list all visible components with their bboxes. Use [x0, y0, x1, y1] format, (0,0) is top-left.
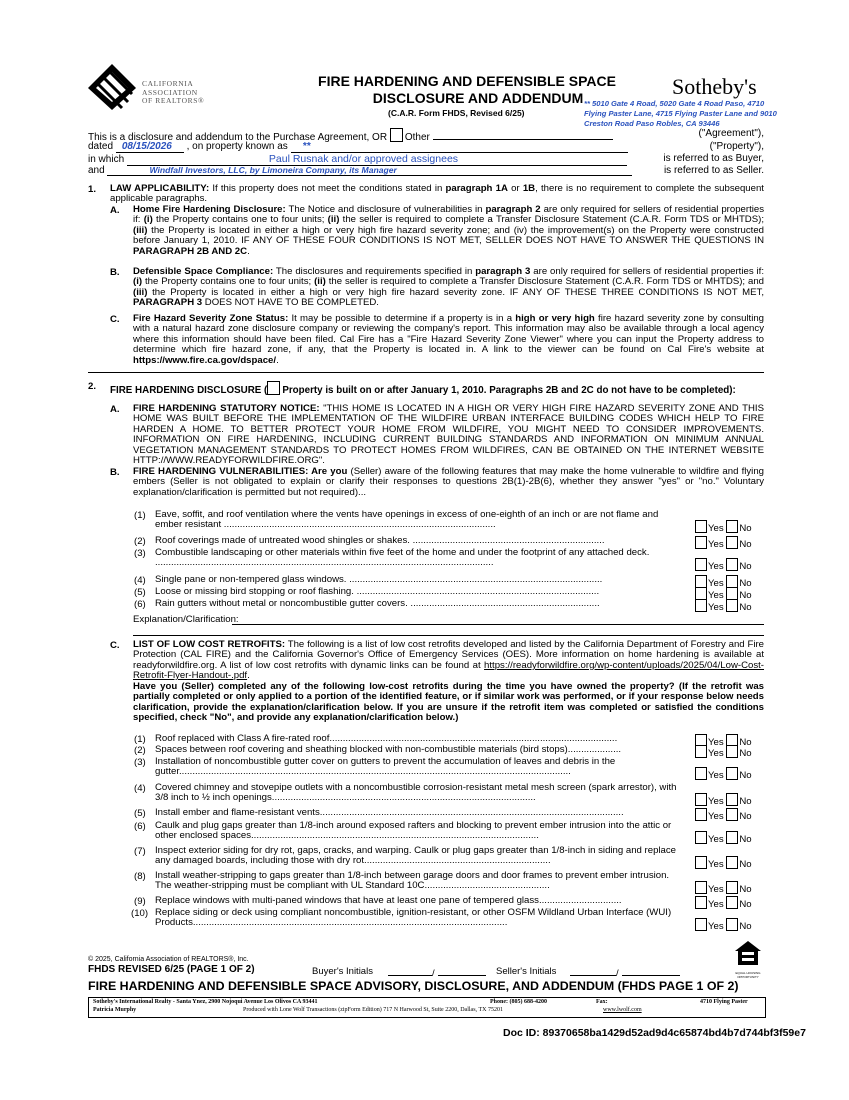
revised-label: FHDS REVISED 6/25 (PAGE 1 OF 2) [88, 964, 255, 975]
section-1-law-applicability: LAW APPLICABILITY: If this property does not meet the conditions stated in paragraph 1A or 1B, there is no requirement to complete the subsequent applicable paragraphs. [110, 183, 764, 205]
yes-label: Yes [708, 859, 724, 870]
property-address-fill: ** 5010 Gate 4 Road, 5020 Gate 4 Road Paso, 4710 Flying Paster Lane, 4715 Flying Paster Lane and 9010 Creston Road Paso Robles, CA 93446 [584, 99, 777, 128]
buyer-initials-label: Buyer's Initials [312, 966, 373, 977]
yes-checkbox[interactable] [695, 856, 707, 869]
explanation-field-2[interactable] [133, 627, 764, 636]
section-1-number: 1. [88, 184, 97, 195]
yes-checkbox[interactable] [695, 831, 707, 844]
item-number: (3) [134, 757, 146, 768]
equal-housing-icon [733, 940, 763, 978]
form-id: (C.A.R. Form FHDS, Revised 6/25) [388, 108, 525, 118]
broker-box [88, 997, 766, 1018]
no-checkbox[interactable] [726, 558, 738, 571]
broker-line: Sotheby's International Realty - Santa Ynez, 2900 Nojoqui Avenue Los Olivos CA 93441 [93, 999, 318, 1005]
buyer-end-label: is referred to as Buyer, [663, 153, 764, 164]
yes-label: Yes [708, 602, 724, 613]
item-number: (2) [134, 745, 146, 756]
seller-end-label: is referred to as Seller. [663, 165, 764, 176]
item-number: (3) [134, 548, 146, 559]
initials-slash: / [616, 968, 619, 979]
yes-no-group [695, 918, 752, 932]
other-label: Other [404, 132, 430, 143]
initials-slash: / [432, 968, 435, 979]
yes-no-group [695, 896, 752, 910]
yes-checkbox[interactable] [695, 808, 707, 821]
other-field[interactable] [433, 130, 613, 140]
no-checkbox[interactable] [726, 831, 738, 844]
broker-phone: Phone: (805) 688-4200 [490, 999, 547, 1005]
dated-field[interactable]: 08/15/2026 [116, 141, 184, 153]
yes-label: Yes [708, 884, 724, 895]
no-checkbox[interactable] [726, 599, 738, 612]
section-2-heading [110, 381, 764, 397]
car-logo-line: CALIFORNIA [142, 79, 194, 88]
section-1b-label: B. [110, 267, 120, 278]
car-logo [86, 62, 138, 112]
yes-no-group [695, 881, 752, 895]
yes-checkbox[interactable] [695, 918, 707, 931]
copyright: © 2025, California Association of REALTORS®, Inc. [88, 956, 249, 963]
buyer-initials-field[interactable] [388, 966, 488, 979]
no-checkbox[interactable] [726, 856, 738, 869]
car-logo-line: ASSOCIATION [142, 87, 198, 97]
yes-label: Yes [708, 539, 724, 550]
file-name: 4710 Flying Paster [700, 999, 748, 1005]
yes-checkbox[interactable] [695, 558, 707, 571]
yes-label: Yes [708, 737, 724, 748]
no-checkbox[interactable] [726, 520, 738, 533]
item-number: (9) [134, 896, 146, 907]
item-number: (5) [134, 808, 146, 819]
no-label: No [739, 834, 752, 845]
no-checkbox[interactable] [726, 745, 738, 758]
yes-no-group [695, 767, 752, 781]
section-1a-text: Home Fire Hardening Disclosure: The Notice and disclosure of vulnerabilities in paragraph 2 are only required for sellers of residential properties if: (i) the Property contains one to four units; (ii) the seller is required to complete a Transfer Disclosure Statement (C.A.R. Form TDS or MHTDS); (iii) the Property is located in either a high or very high fire hazard severity zone; and (iv) the improvement(s) on the Property were constructed before January 1, 2010. IF ANY OF THESE FOUR CONDITIONS IS NOT MET, SELLER DOES NOT HAVE TO ANSWER THE QUESTIONS IN PARAGRAPH 2B AND 2C. [133, 204, 765, 257]
yes-checkbox[interactable] [695, 896, 707, 909]
no-checkbox[interactable] [726, 896, 738, 909]
yes-no-group [695, 520, 752, 534]
no-label: No [739, 578, 752, 589]
item-text: Roof replaced with Class A fire-rated roof............................................................................................................ [155, 734, 618, 744]
item-text: Installation of noncombustible gutter cover on gutters to prevent the accumulation of leaves and debris in the gutter................................................................................................................................................... [155, 757, 616, 778]
item-text: Install ember and flame-resistant vents.................................................................................................................. [155, 808, 624, 818]
item-text: Install weather-stripping to gaps greater than 1/8-inch between garage doors and door frames to prevent ember intrusion. The weather-stripping must be compliant with UL Standard 10C............................................... [155, 871, 670, 892]
no-label: No [739, 796, 752, 807]
yes-label: Yes [708, 899, 724, 910]
section-1a-label: A. [110, 205, 120, 216]
yes-checkbox[interactable] [695, 745, 707, 758]
item-number: (1) [134, 510, 146, 521]
yes-label: Yes [708, 748, 724, 759]
item-text: Eave, soffit, and roof ventilation where the vents have openings in excess of one-eighth of an inch or are not flame and ember resistant ...................................................................................................... [155, 510, 659, 531]
no-label: No [739, 561, 752, 572]
no-label: No [739, 899, 752, 910]
intro-line-2 [88, 141, 764, 153]
no-checkbox[interactable] [726, 767, 738, 780]
yes-label: Yes [708, 561, 724, 572]
item-number: (4) [134, 783, 146, 794]
no-label: No [739, 539, 752, 550]
item-text: Covered chimney and stovepipe outlets with a noncombustible corrosion-resistant metal mesh screen (spark arrestor), with 3/8 inch to ½ inch openings................................................................................................... [155, 783, 677, 804]
section-2a-label: A. [110, 404, 120, 415]
item-text: Single pane or non-tempered glass windows. ............................................................................................... [155, 575, 603, 585]
item-text: Replace windows with multi-paned windows that have at least one pane of tempered glass............................... [155, 896, 622, 906]
inwhich-label: in which [88, 154, 125, 165]
no-checkbox[interactable] [726, 536, 738, 549]
yes-label: Yes [708, 523, 724, 534]
produced-with: Produced with Lone Wolf Transactions (zipForm Edition) 717 N Harwood St, Suite 2200, Dallas, TX 75201 [243, 1007, 503, 1013]
no-label: No [739, 602, 752, 613]
yes-no-group [695, 808, 752, 822]
title-line-2: DISCLOSURE AND ADDENDUM [372, 90, 584, 106]
property-field[interactable]: ** [291, 141, 628, 153]
yes-checkbox[interactable] [695, 536, 707, 549]
yes-no-group [695, 536, 752, 550]
yes-label: Yes [708, 578, 724, 589]
yes-checkbox[interactable] [695, 520, 707, 533]
no-label: No [739, 748, 752, 759]
doc-id: Doc ID: 89370658ba1429d52ad9d4c65874bd4b7d744bf3f59e7 [503, 1027, 806, 1039]
item-number: (6) [134, 821, 146, 832]
no-label: No [739, 737, 752, 748]
item-text: Inspect exterior siding for dry rot, gaps, cracks, and warping. Caulk or plug gaps greater than 1/8-inch in siding and replace any damaged boards, including those with dry rot...................................................................... [155, 846, 677, 867]
intro-text: This is a disclosure and addendum to the Purchase Agreement, OR [88, 132, 388, 143]
yes-label: Yes [708, 796, 724, 807]
built-after-2010-checkbox[interactable] [267, 381, 280, 395]
item-number: (7) [134, 846, 146, 857]
no-label: No [739, 884, 752, 895]
section-divider [88, 372, 764, 373]
section-1c-text: Fire Hazard Severity Zone Status: It may be possible to determine if a property is in a high or very high fire hazard severity zone by consulting with a natural hazard zone disclosure company or reviewing the company's report. This information may also be available through a local agency where this information should have been filed. Cal Fire has a "Fire Hazard Severity Zone Viewer" where you can input the Property address to determine which fire hazard zone, if any, that the Property is located in. A link to the viewer can be found on Cal Fire's website at https://www.fire.ca.gov/dspace/. [133, 313, 765, 366]
yes-no-group [695, 558, 752, 572]
broker-fax: Fax: [596, 999, 608, 1005]
no-checkbox[interactable] [726, 793, 738, 806]
yes-label: Yes [708, 811, 724, 822]
section-2b-label: B. [110, 467, 120, 478]
no-checkbox[interactable] [726, 881, 738, 894]
no-label: No [739, 770, 752, 781]
item-text: Roof coverings made of untreated wood shingles or shakes. ........................................................................ [155, 536, 605, 546]
property-label: , on property known as [186, 141, 288, 152]
other-checkbox[interactable] [390, 128, 403, 142]
seller-initials-label: Seller's Initials [496, 966, 557, 977]
section-1c-label: C. [110, 314, 120, 325]
agreement-label: ("Agreement"), [698, 128, 764, 139]
section-2-number: 2. [88, 381, 97, 392]
no-label: No [739, 921, 752, 932]
item-text: Combustible landscaping or other materials within five feet of the home and under the footprint of any attached deck. ............................................................................................................................... [155, 548, 650, 569]
item-number: (4) [134, 575, 146, 586]
section-2c-text: LIST OF LOW COST RETROFITS: The following is a list of low cost retrofits developed and listed by the California Department of Forestry and Fire Protection (CAL FIRE) and the California Governor's Office of Emergency Services (OES). More information on home hardening is available at readyforwildfire.org. A list of low cost retrofits with dynamic links can be found at https://readyforwildfire.org/wp-content/uploads/2025/04/Low-Cost-Retrofit-Flyer-Handout-.pdf. [133, 639, 764, 682]
item-text: Spaces between roof covering and sheathing blocked with non-combustible materials (bird stops).................... [155, 745, 622, 755]
yes-no-group [695, 745, 752, 759]
item-text: Replace siding or deck using compliant noncombustible, ignition-resistant, or other OSFM Wildland Urban Interface (WUI) Products...................................................................................................................... [155, 908, 672, 929]
item-text: Caulk and plug gaps greater than 1/8-inch around exposed rafters and blocking to prevent ember intrusion into the attic or other enclosed spaces............................................................................................................ [155, 821, 672, 842]
item-text: Rain gutters without metal or noncombustible gutter covers. ....................................................................... [155, 599, 600, 609]
section-2b-text: FIRE HARDENING VULNERABILITIES: Are you (Seller) aware of the following features that may make the home vulnerable to wildfire and flying embers (Seller is not obligated to explain or clarify their responses to questions 2B(1)-2B(6), whether they answer "yes" or "no." Voluntary explanation/clarification is permitted but not required)... [133, 466, 764, 498]
item-number: (2) [134, 536, 146, 547]
section-2c-label: C. [110, 640, 120, 651]
yes-label: Yes [708, 770, 724, 781]
no-label: No [739, 590, 752, 601]
bottom-title: FIRE HARDENING AND DEFENSIBLE SPACE ADVISORY, DISCLOSURE, AND ADDENDUM (FHDS PAGE 1 OF 2) [88, 979, 739, 993]
yes-checkbox[interactable] [695, 793, 707, 806]
section-2-heading-a: FIRE HARDENING DISCLOSURE ( [110, 385, 268, 396]
intro-line-4 [88, 165, 764, 176]
property-end-label: ("Property"), [709, 141, 764, 152]
item-number: (1) [134, 734, 146, 745]
equal-housing-label: EQUAL HOUSING OPPORTUNITY [735, 971, 761, 979]
yes-label: Yes [708, 921, 724, 932]
yes-checkbox[interactable] [695, 767, 707, 780]
no-label: No [739, 811, 752, 822]
yes-no-group [695, 599, 752, 613]
item-number: (10) [131, 908, 149, 919]
yes-label: Yes [708, 834, 724, 845]
section-1b-text: Defensible Space Compliance: The disclosures and requirements specified in paragraph 3 are only required for sellers of residential properties if: (i) the Property contains one to four units; (ii) the seller is required to complete a Transfer Disclosure Statement (C.A.R. Form TDS or MHTDS); and (iii) the Property is located in either a high or very high fire hazard severity zone. IF ANY OF THESE THREE CONDITIONS IS NOT MET, PARAGRAPH 3 DOES NOT HAVE TO BE COMPLETED. [133, 266, 764, 309]
explanation-label: Explanation/Clarification: [133, 614, 239, 625]
seller-initials-field[interactable] [570, 966, 690, 979]
item-number: (8) [134, 871, 146, 882]
yes-no-group [695, 831, 752, 845]
yes-label: Yes [708, 590, 724, 601]
no-checkbox[interactable] [726, 918, 738, 931]
lwolf-link[interactable]: www.lwolf.com [603, 1007, 642, 1013]
buyer-field[interactable]: Paul Rusnak and/or approved assignees [127, 153, 627, 166]
item-number: (6) [134, 599, 146, 610]
section-2c-question: Have you (Seller) completed any of the following low-cost retrofits during the time you have owned the property? (If the retrofit was partially completed or only applied to a portion of the identified feature, or if similar work was performed, or if your response below needs clarification, provide the explanation/clarification below. If you are unsure if the retrofit item was completed or satisfied the conditions specified, check "No", and provide any explanation/clarification below.) [133, 681, 764, 724]
yes-checkbox[interactable] [695, 881, 707, 894]
no-checkbox[interactable] [726, 808, 738, 821]
item-number: (5) [134, 587, 146, 598]
car-logo-line: OF REALTORS® [142, 96, 205, 106]
section-2a-text: FIRE HARDENING STATUTORY NOTICE: "THIS HOME IS LOCATED IN A HIGH OR VERY HIGH FIRE HAZARD SEVERITY ZONE AND THIS HOME WAS BUILT BEFORE THE IMPLEMENTATION OF THE WILDFIRE URBAN INTERFACE BUILDING CODES WHICH HELP TO FIRE HARDEN A HOME. TO BETTER PROTECT YOUR HOME FROM WILDFIRE, YOU MIGHT NEED TO CONSIDER IMPROVEMENTS. INFORMATION ON FIRE HARDENING, INCLUDING CURRENT BUILDING STANDARDS AND INFORMATION ON MINIMUM ANNUAL VEGETATION MANAGEMENT STANDARDS TO PROTECT HOMES FROM WILDFIRES, CAN BE OBTAINED ON THE INTERNET WEBSITE HTTP://WWW.READYFORWILDFIRE.ORG". [133, 403, 764, 467]
section-2-heading-b: Property is built on or after January 1, 2010. Paragraphs 2B and 2C do not have to be completed): [282, 385, 736, 396]
no-label: No [739, 523, 752, 534]
explanation-field[interactable] [232, 614, 764, 625]
yes-no-group [695, 856, 752, 870]
car-logo-text [142, 80, 204, 106]
and-label: and [88, 165, 105, 176]
title-line-1: FIRE HARDENING AND DEFENSIBLE SPACE [318, 73, 616, 89]
car-logo-icon [86, 62, 138, 112]
yes-checkbox[interactable] [695, 599, 707, 612]
agent-name: Patricia Murphy [93, 1007, 137, 1013]
item-text: Loose or missing bird stopping or roof flashing. ........................................................................................... [155, 587, 600, 597]
yes-no-group [695, 793, 752, 807]
seller-field[interactable]: Windfall Investors, LLC, by Limoneira Company, its Manager [107, 165, 632, 176]
sothebys-logo: Sotheby's [672, 74, 757, 99]
no-label: No [739, 859, 752, 870]
dated-label: dated [88, 141, 114, 152]
